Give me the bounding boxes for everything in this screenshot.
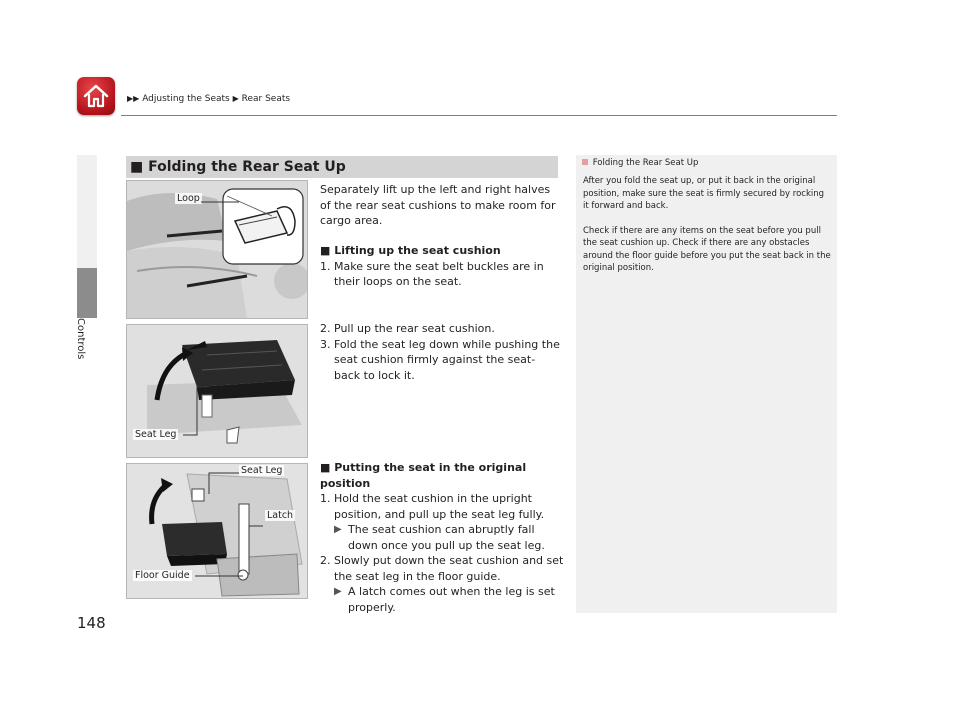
black-square-icon: ■ [320,244,331,257]
figure-label-latch: Latch [267,510,294,521]
breadcrumb-item[interactable]: Rear Seats [241,94,291,104]
subsection-heading: Lifting up the seat cushion [334,244,501,257]
step-text: Fold the seat leg down while pushing the seat cushion firmly against the seat-back to lock it. [334,337,560,382]
note-item [320,522,565,553]
figure-seat-belt-loop [126,180,308,319]
section-title: Folding the Rear Seat Up [148,159,346,175]
side-tab-marker [77,268,97,318]
black-square-icon: ■ [130,159,144,175]
leader-line [201,199,241,209]
figure-label-seat-leg: Seat Leg [135,429,177,440]
figure-label-floor-guide: Floor Guide [135,570,190,581]
step-item [320,553,565,584]
note-text: A latch comes out when the leg is set properly. [348,585,555,614]
intro-text: Separately lift up the left and right halves of the rear seat cushions to make room for cargo area. [320,183,556,227]
arrow-icon: ▶ [334,586,342,597]
step-item [320,337,560,384]
step-item [320,491,565,522]
figure-label-loop: Loop [177,193,200,204]
subsection-lifting [320,243,560,290]
note-item [320,584,565,615]
figure-seat-leg-fold [126,324,308,458]
page-number: 148 [77,614,106,632]
step-number: 3. [320,337,331,351]
step-number: 1. [320,492,331,505]
home-icon [82,82,110,110]
step-number: 2. [320,322,331,335]
sidebar-paragraph: Check if there are any items on the seat before you pull the seat cushion up. Check if there are any obstacles around the floor guide before you put the seat back in the original position. [583,225,831,273]
sidebar-paragraph: After you fold the seat up, or put it back in the original position, make sure the seat is firmly secured by rocking it forward and back. [583,176,825,211]
note-text: The seat cushion can abruptly fall down once you pull up the seat leg. [348,523,545,552]
breadcrumb [127,94,290,104]
step-number: 1. [320,259,331,273]
figure-label-seat-leg: Seat Leg [241,465,283,476]
subsection-heading: Putting the seat in the original position [320,461,527,490]
side-tab-label[interactable]: Controls [75,318,86,360]
breadcrumb-arrow-icon: ▶▶ [127,94,140,103]
step-text: Pull up the rear seat cushion. [334,322,495,335]
section-heading [126,156,558,178]
sidebar-note-title [582,158,698,168]
step-item [320,321,560,337]
black-square-icon: ■ [320,461,331,474]
step-text: Slowly put down the seat cushion and set the seat leg in the floor guide. [334,554,564,583]
step-number: 2. [320,554,331,567]
step-text: Make sure the seat belt buckles are in their loops on the seat. [334,259,544,288]
sidebar-title-text: Folding the Rear Seat Up [592,158,699,168]
leader-line [183,385,213,440]
step-item [320,259,560,290]
side-tab-track [77,155,97,268]
sidebar-note-body [583,175,831,287]
note-marker-icon [582,159,588,165]
home-button[interactable] [77,77,115,115]
step-text: Hold the seat cushion in the upright position, and pull up the seat leg fully. [334,492,545,521]
breadcrumb-item[interactable]: Adjusting the Seats [142,94,230,104]
subsection-lifting-steps [320,321,560,383]
figure-floor-guide [126,463,308,599]
leader-lines [187,470,307,585]
subsection-putting [320,460,565,615]
arrow-icon: ▶ [334,524,342,535]
breadcrumb-arrow-icon: ▶ [232,94,239,103]
header-rule [121,115,837,116]
